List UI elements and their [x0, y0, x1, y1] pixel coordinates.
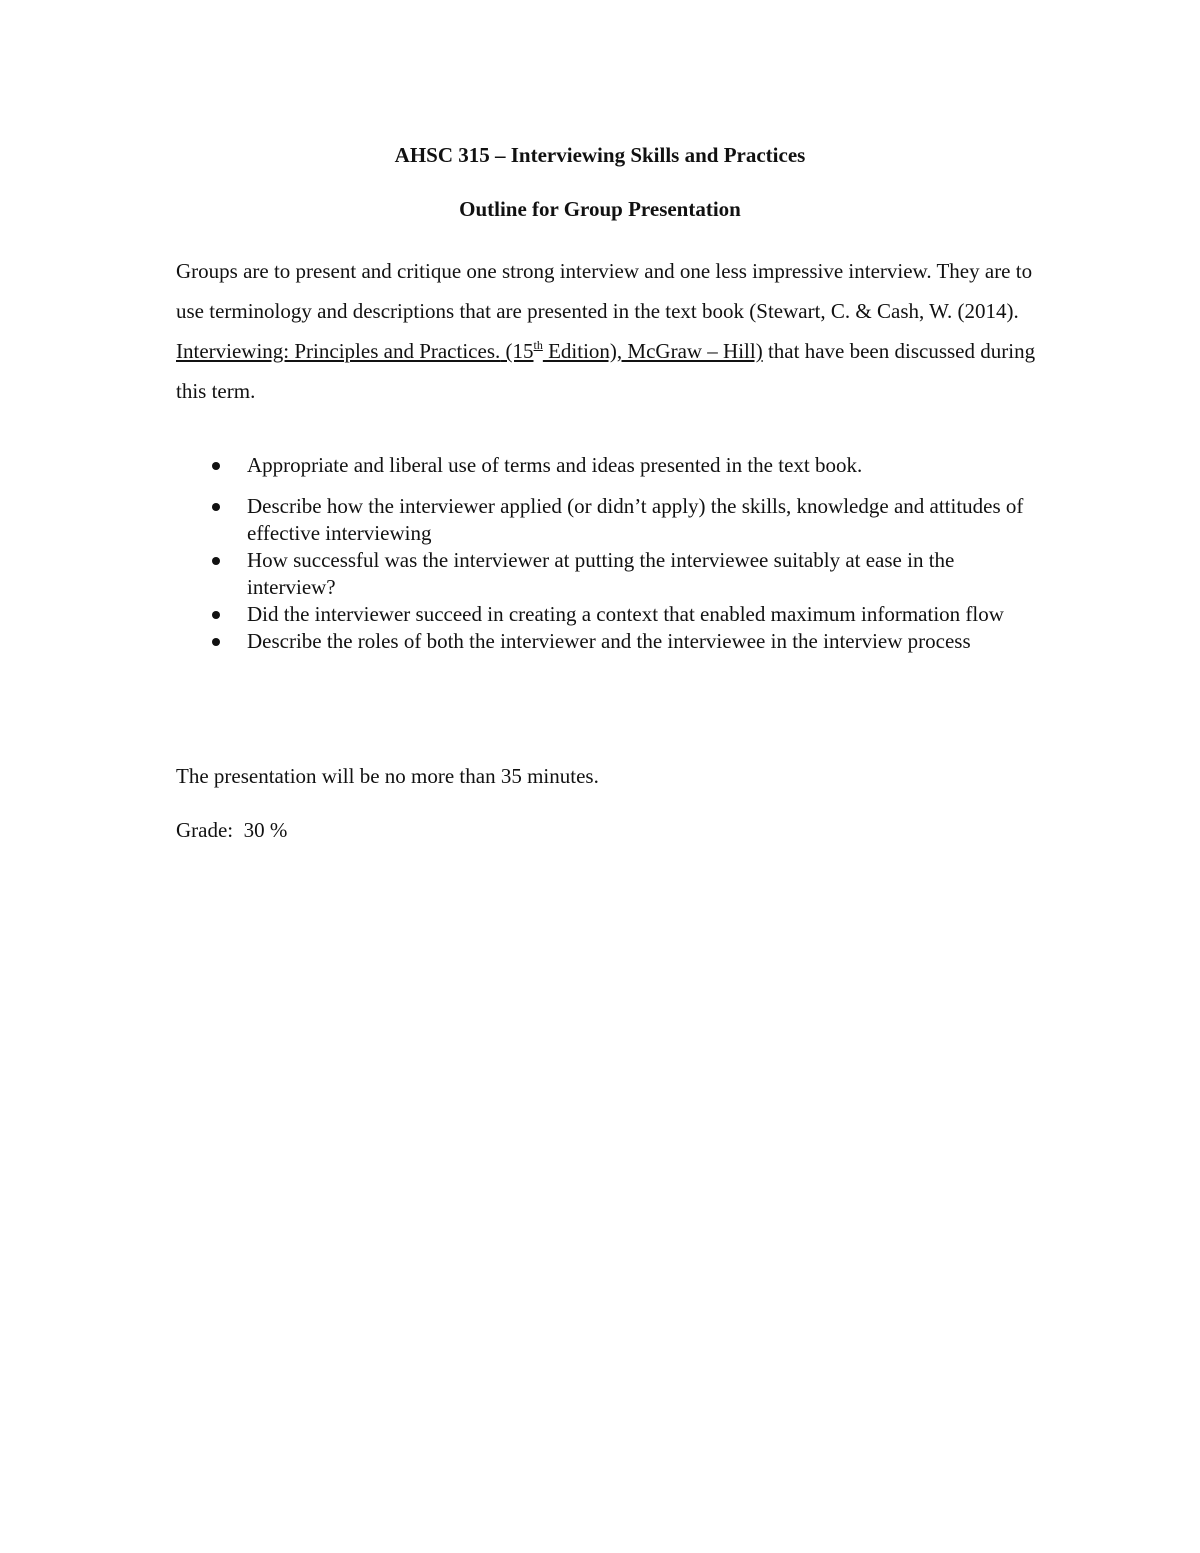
- list-item: [176, 601, 1036, 628]
- grade-note: Grade: 30 %: [176, 818, 288, 842]
- list-item-text: Describe the roles of both the interviewer and the interviewee in the interview process: [247, 629, 971, 653]
- bullet-icon: [212, 557, 220, 565]
- list-item-text: Did the interviewer succeed in creating a context that enabled maximum information flow: [247, 602, 1004, 626]
- intro-paragraph: [176, 251, 1036, 411]
- bullet-icon: [212, 462, 220, 470]
- list-item-text: Appropriate and liberal use of terms and ideas presented in the text book.: [247, 453, 863, 477]
- list-item-text: How successful was the interviewer at putting the interviewee suitably at ease in the interview?: [247, 548, 955, 599]
- document-subtitle: Outline for Group Presentation: [459, 197, 741, 221]
- bullet-icon: [212, 611, 220, 619]
- duration-note: The presentation will be no more than 35 minutes.: [176, 764, 599, 788]
- book-edition-superscript: th: [533, 338, 543, 352]
- criteria-list: [176, 452, 1036, 655]
- bullet-icon: [212, 503, 220, 511]
- list-item-text: Describe how the interviewer applied (or didn’t apply) the skills, knowledge and attitudes of effective interviewing: [247, 494, 1024, 545]
- intro-sentence-1: Groups are to present and critique one strong interview and one less impressive interview.: [176, 259, 932, 283]
- book-edition-publisher: Edition), McGraw – Hill): [542, 339, 763, 363]
- document-title: AHSC 315 – Interviewing Skills and Practices: [394, 143, 806, 167]
- list-item: [176, 493, 1036, 547]
- bullet-icon: [212, 638, 220, 646]
- book-edition-open: (15: [500, 339, 534, 363]
- intro-sentence-2-start: They are to use terminology and descriptions that are presented in the text book (Stewart, C. & Cash, W. (2014).: [176, 259, 1033, 323]
- list-item: [176, 547, 1036, 601]
- book-title: Interviewing: Principles and Practices.: [176, 339, 501, 363]
- intro-sentence-2-end: that have been discussed during this term.: [176, 339, 1036, 403]
- list-item: [176, 628, 1036, 655]
- list-item: [176, 452, 1036, 479]
